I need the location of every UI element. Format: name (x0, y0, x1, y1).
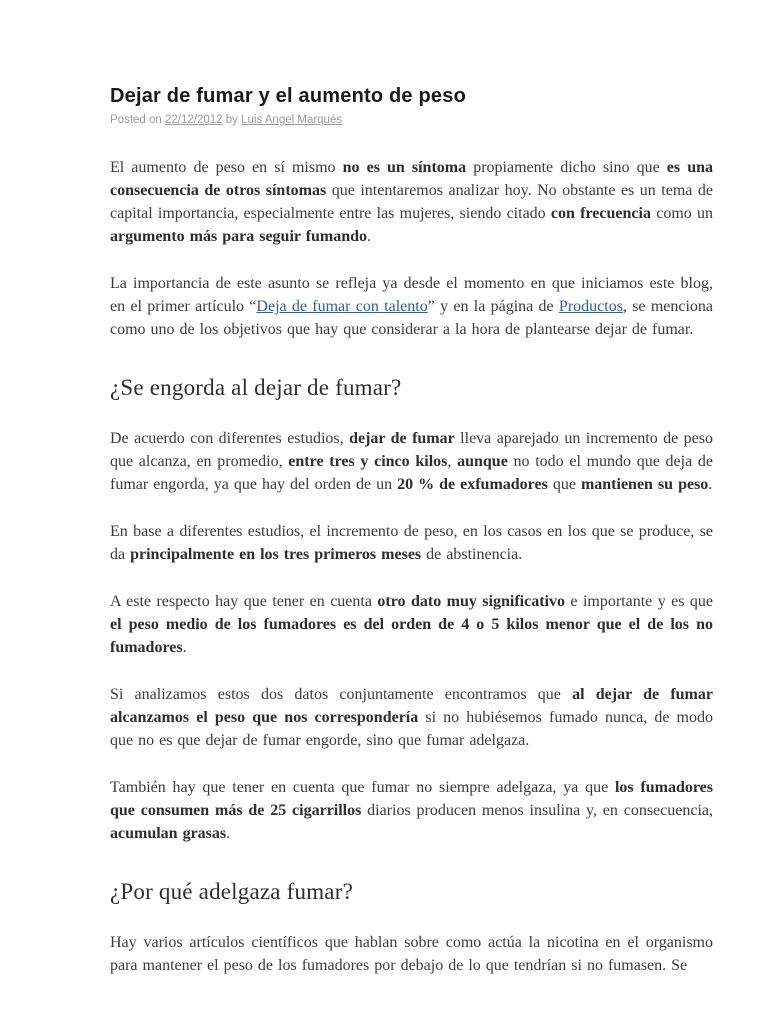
text-run: Hay varios artículos científicos que hablan sobre como actúa la nicotina en el organismo para mantener el peso de los fumadores por debajo de lo que tendrían si no fumasen. Se (110, 934, 713, 974)
section-heading: ¿Por qué adelgaza fumar? (110, 879, 353, 904)
text-run: . (182, 639, 187, 656)
post-title: Dejar de fumar y el aumento de peso (110, 85, 466, 107)
paragraph (110, 776, 713, 845)
text-run: La importancia de este asunto se refleja ya desde el momento en que iniciamos este blog, en el primer artículo “ (110, 275, 713, 315)
bold-text: es una consecuencia de otros síntomas (110, 159, 713, 199)
bold-text: al dejar de fumar alcanzamos el peso que nos correspondería (110, 686, 713, 726)
text-run: A este respecto hay que tener en cuenta (110, 593, 378, 610)
text-run: que intentaremos analizar hoy. No obstante es un tema de capital importancia, especialmente entre las mujeres, siendo citado (110, 182, 713, 222)
bold-text: entre tres y cinco kilos (288, 453, 448, 470)
text-run: diarios producen menos insulina y, en consecuencia, (361, 802, 714, 819)
bold-text: los fumadores que consumen más de 25 cigarrillos (110, 779, 714, 819)
text-run: como un (650, 205, 714, 222)
section-heading: ¿Se engorda al dejar de fumar? (110, 375, 402, 400)
bold-text: con frecuencia (550, 205, 651, 222)
paragraph (110, 427, 713, 496)
text-run: que (547, 476, 581, 493)
bold-text: mantienen su peso (580, 476, 709, 493)
text-run: El aumento de peso en sí mismo (110, 159, 343, 176)
text-run: . (367, 228, 372, 245)
text-run: También hay que tener en cuenta que fumar no siempre adelgaza, ya que (110, 779, 615, 796)
meta-posted-on-label: Posted on (110, 114, 165, 126)
text-run: ” y en la página de (427, 298, 559, 315)
bold-text: dejar de fumar (349, 430, 455, 447)
text-run: , se menciona como uno de los objetivos que hay que considerar a la hora de plantearse dejar de fumar. (110, 298, 714, 338)
bold-text: acumulan grasas (110, 825, 227, 842)
text-run: de abstinencia. (421, 546, 523, 563)
post-meta (110, 114, 713, 126)
paragraph (110, 156, 713, 248)
text-run: De acuerdo con diferentes estudios, (110, 430, 350, 447)
bold-text: no es un síntoma (342, 159, 467, 176)
paragraph (110, 931, 713, 977)
paragraph (110, 520, 713, 566)
text-run: e importante y es que (564, 593, 713, 610)
bold-text: el peso medio de los fumadores es del orden de 4 o 5 kilos menor que el de los no fumadores (110, 616, 713, 656)
text-run: no todo el mundo que deja de fumar engorda, ya que hay del orden de un (110, 453, 714, 493)
bold-text: aunque (457, 453, 508, 470)
paragraph (110, 683, 713, 752)
text-run: . (708, 476, 713, 493)
post-author-link[interactable]: Luis Angel Marqués (241, 114, 343, 126)
meta-by-label: by (222, 114, 242, 126)
inline-link[interactable]: Productos (558, 298, 623, 315)
text-run: propiamente dicho sino que (466, 159, 667, 176)
text-run: si no hubiésemos fumado nunca, de modo que no es que dejar de fumar engorde, sino que fumar adelgaza. (110, 709, 714, 749)
text-run: . (226, 825, 231, 842)
paragraph (110, 272, 713, 341)
paragraph (110, 590, 713, 659)
inline-link[interactable]: Deja de fumar con talento (256, 298, 428, 315)
text-run: , (447, 453, 458, 470)
text-run: Si analizamos estos dos datos conjuntamente encontramos que (110, 686, 573, 703)
bold-text: principalmente en los tres primeros meses (130, 546, 422, 563)
post-date-link[interactable]: 22/12/2012 (164, 114, 223, 126)
text-run: lleva aparejado un incremento de peso que alcanza, en promedio, (110, 430, 714, 470)
text-run: En base a diferentes estudios, el incremento de peso, en los casos en los que se produce, se da (110, 523, 713, 563)
article-body (110, 156, 713, 977)
bold-text: otro dato muy significativo (377, 593, 565, 610)
bold-text: argumento más para seguir fumando (110, 228, 368, 245)
bold-text: 20 % de exfumadores (397, 476, 548, 493)
